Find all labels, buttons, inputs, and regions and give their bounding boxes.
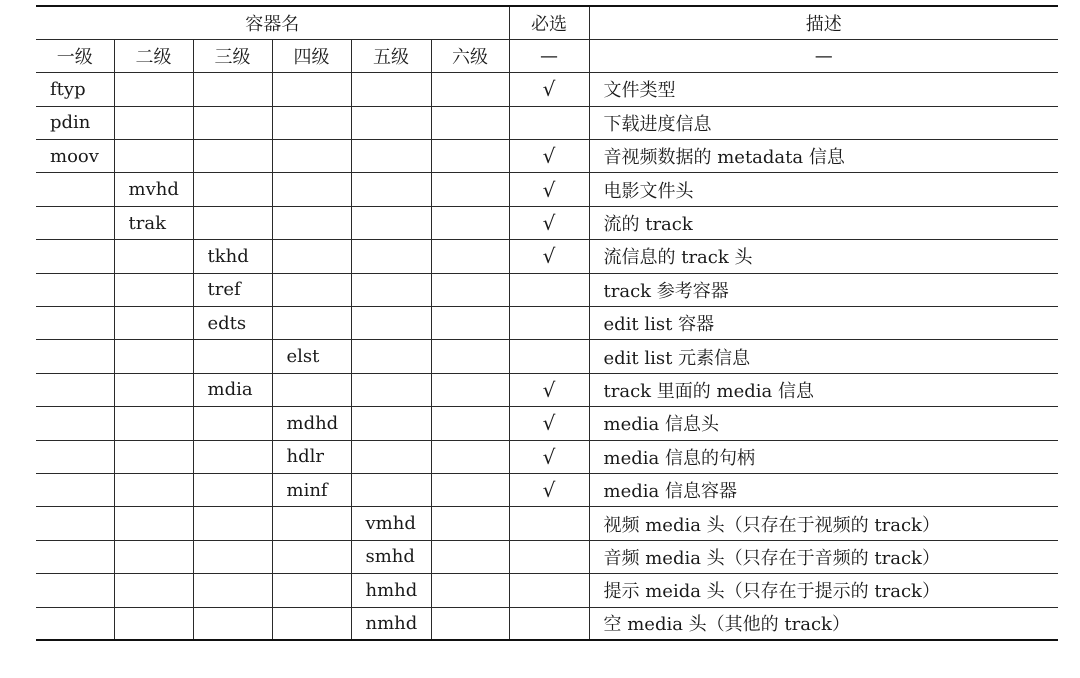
header-container-name: 容器名: [36, 6, 509, 39]
level-5-cell: smhd: [351, 540, 431, 573]
level-1-cell: [36, 340, 114, 373]
level-6-cell: [431, 307, 509, 340]
level-5-cell: vmhd: [351, 507, 431, 540]
description-cell: 电影文件头: [589, 173, 1058, 206]
level-5-cell: [351, 440, 431, 473]
table-row: [36, 340, 1058, 373]
level-6-cell: [431, 106, 509, 139]
level-5-cell: [351, 240, 431, 273]
required-cell: [509, 106, 589, 139]
level-6-cell: [431, 173, 509, 206]
level-1-cell: [36, 407, 114, 440]
table-row: [36, 574, 1058, 607]
level-4-cell: [272, 574, 351, 607]
level-2-cell: [114, 373, 193, 406]
level-1-cell: pdin: [36, 106, 114, 139]
level-5-cell: [351, 373, 431, 406]
level-5-cell: [351, 407, 431, 440]
header-required: 必选: [509, 6, 589, 39]
level-3-cell: [193, 173, 272, 206]
level-1-cell: [36, 307, 114, 340]
level-3-cell: edts: [193, 307, 272, 340]
level-4-cell: [272, 173, 351, 206]
level-2-cell: [114, 307, 193, 340]
level-5-cell: [351, 273, 431, 306]
required-cell: √: [509, 407, 589, 440]
level-2-cell: [114, 340, 193, 373]
table-row: [36, 206, 1058, 239]
level-6-cell: [431, 440, 509, 473]
required-cell: √: [509, 173, 589, 206]
level-6-cell: [431, 507, 509, 540]
table-row: [36, 307, 1058, 340]
table-row: [36, 607, 1058, 640]
level-1-cell: [36, 273, 114, 306]
level-6-cell: [431, 574, 509, 607]
level-1-cell: ftyp: [36, 73, 114, 106]
level-3-cell: [193, 106, 272, 139]
header-required-sub: —: [509, 39, 589, 72]
level-3-cell: [193, 574, 272, 607]
level-1-cell: [36, 574, 114, 607]
level-4-cell: [272, 607, 351, 640]
required-cell: [509, 307, 589, 340]
level-4-cell: hdlr: [272, 440, 351, 473]
level-5-cell: [351, 106, 431, 139]
description-cell: 空 media 头（其他的 track）: [589, 607, 1058, 640]
description-cell: 流信息的 track 头: [589, 240, 1058, 273]
level-4-cell: [272, 73, 351, 106]
table-body: [36, 73, 1058, 641]
level-6-cell: [431, 540, 509, 573]
description-cell: 下载进度信息: [589, 106, 1058, 139]
level-4-cell: [272, 140, 351, 173]
level-3-cell: [193, 540, 272, 573]
required-cell: √: [509, 373, 589, 406]
level-2-cell: [114, 607, 193, 640]
level-5-cell: hmhd: [351, 574, 431, 607]
level-5-cell: nmhd: [351, 607, 431, 640]
level-2-cell: [114, 106, 193, 139]
level-3-cell: [193, 440, 272, 473]
level-3-cell: tref: [193, 273, 272, 306]
header-row-1: [36, 6, 1058, 39]
level-6-cell: [431, 340, 509, 373]
level-6-cell: [431, 473, 509, 506]
level-3-cell: [193, 73, 272, 106]
table-row: [36, 173, 1058, 206]
level-6-cell: [431, 373, 509, 406]
level-1-cell: [36, 473, 114, 506]
table-row: [36, 507, 1058, 540]
description-cell: 文件类型: [589, 73, 1058, 106]
level-2-cell: trak: [114, 206, 193, 239]
level-2-cell: [114, 73, 193, 106]
level-1-cell: [36, 607, 114, 640]
level-1-cell: [36, 373, 114, 406]
level-6-cell: [431, 607, 509, 640]
level-5-cell: [351, 73, 431, 106]
description-cell: track 里面的 media 信息: [589, 373, 1058, 406]
level-1-cell: [36, 440, 114, 473]
level-3-cell: [193, 407, 272, 440]
required-cell: [509, 340, 589, 373]
level-3-cell: [193, 206, 272, 239]
level-6-cell: [431, 140, 509, 173]
level-1-cell: [36, 206, 114, 239]
description-cell: media 信息头: [589, 407, 1058, 440]
header-level-1: 一级: [36, 39, 114, 72]
table-row: [36, 140, 1058, 173]
required-cell: √: [509, 140, 589, 173]
header-level-3: 三级: [193, 39, 272, 72]
level-3-cell: [193, 340, 272, 373]
required-cell: √: [509, 440, 589, 473]
level-2-cell: mvhd: [114, 173, 193, 206]
level-2-cell: [114, 473, 193, 506]
level-4-cell: mdhd: [272, 407, 351, 440]
level-4-cell: elst: [272, 340, 351, 373]
description-cell: 流的 track: [589, 206, 1058, 239]
description-cell: 视频 media 头（只存在于视频的 track）: [589, 507, 1058, 540]
level-6-cell: [431, 273, 509, 306]
level-5-cell: [351, 473, 431, 506]
header-description-sub: —: [589, 39, 1058, 72]
level-1-cell: [36, 240, 114, 273]
level-5-cell: [351, 173, 431, 206]
level-5-cell: [351, 140, 431, 173]
description-cell: media 信息的句柄: [589, 440, 1058, 473]
level-2-cell: [114, 440, 193, 473]
level-3-cell: mdia: [193, 373, 272, 406]
level-6-cell: [431, 407, 509, 440]
level-5-cell: [351, 307, 431, 340]
table-row: [36, 273, 1058, 306]
level-1-cell: [36, 173, 114, 206]
level-1-cell: [36, 540, 114, 573]
description-cell: edit list 容器: [589, 307, 1058, 340]
table-row: [36, 106, 1058, 139]
table-row: [36, 73, 1058, 106]
required-cell: √: [509, 73, 589, 106]
table-row: [36, 407, 1058, 440]
description-cell: 音频 media 头（只存在于音频的 track）: [589, 540, 1058, 573]
required-cell: [509, 574, 589, 607]
level-4-cell: [272, 540, 351, 573]
level-4-cell: [272, 307, 351, 340]
level-4-cell: [272, 373, 351, 406]
required-cell: √: [509, 206, 589, 239]
table-row: [36, 240, 1058, 273]
level-6-cell: [431, 73, 509, 106]
header-description: 描述: [589, 6, 1058, 39]
level-4-cell: [272, 106, 351, 139]
level-2-cell: [114, 407, 193, 440]
description-cell: 音视频数据的 metadata 信息: [589, 140, 1058, 173]
level-6-cell: [431, 206, 509, 239]
level-4-cell: [272, 273, 351, 306]
required-cell: [509, 507, 589, 540]
level-2-cell: [114, 273, 193, 306]
level-2-cell: [114, 540, 193, 573]
table-row: [36, 473, 1058, 506]
description-cell: media 信息容器: [589, 473, 1058, 506]
level-2-cell: [114, 507, 193, 540]
table-row: [36, 373, 1058, 406]
level-4-cell: [272, 206, 351, 239]
mp4-box-table: [36, 5, 1058, 641]
table-row: [36, 540, 1058, 573]
required-cell: √: [509, 473, 589, 506]
level-1-cell: [36, 507, 114, 540]
level-3-cell: [193, 473, 272, 506]
header-level-2: 二级: [114, 39, 193, 72]
level-3-cell: [193, 140, 272, 173]
description-cell: track 参考容器: [589, 273, 1058, 306]
level-4-cell: minf: [272, 473, 351, 506]
header-level-6: 六级: [431, 39, 509, 72]
required-cell: √: [509, 240, 589, 273]
level-3-cell: tkhd: [193, 240, 272, 273]
description-cell: 提示 meida 头（只存在于提示的 track）: [589, 574, 1058, 607]
level-4-cell: [272, 507, 351, 540]
required-cell: [509, 607, 589, 640]
header-row-2: [36, 39, 1058, 72]
level-6-cell: [431, 240, 509, 273]
level-2-cell: [114, 574, 193, 607]
level-2-cell: [114, 240, 193, 273]
level-5-cell: [351, 206, 431, 239]
level-2-cell: [114, 140, 193, 173]
header-level-4: 四级: [272, 39, 351, 72]
header-level-5: 五级: [351, 39, 431, 72]
required-cell: [509, 540, 589, 573]
level-3-cell: [193, 607, 272, 640]
table-row: [36, 440, 1058, 473]
description-cell: edit list 元素信息: [589, 340, 1058, 373]
level-1-cell: moov: [36, 140, 114, 173]
level-5-cell: [351, 340, 431, 373]
required-cell: [509, 273, 589, 306]
level-3-cell: [193, 507, 272, 540]
level-4-cell: [272, 240, 351, 273]
